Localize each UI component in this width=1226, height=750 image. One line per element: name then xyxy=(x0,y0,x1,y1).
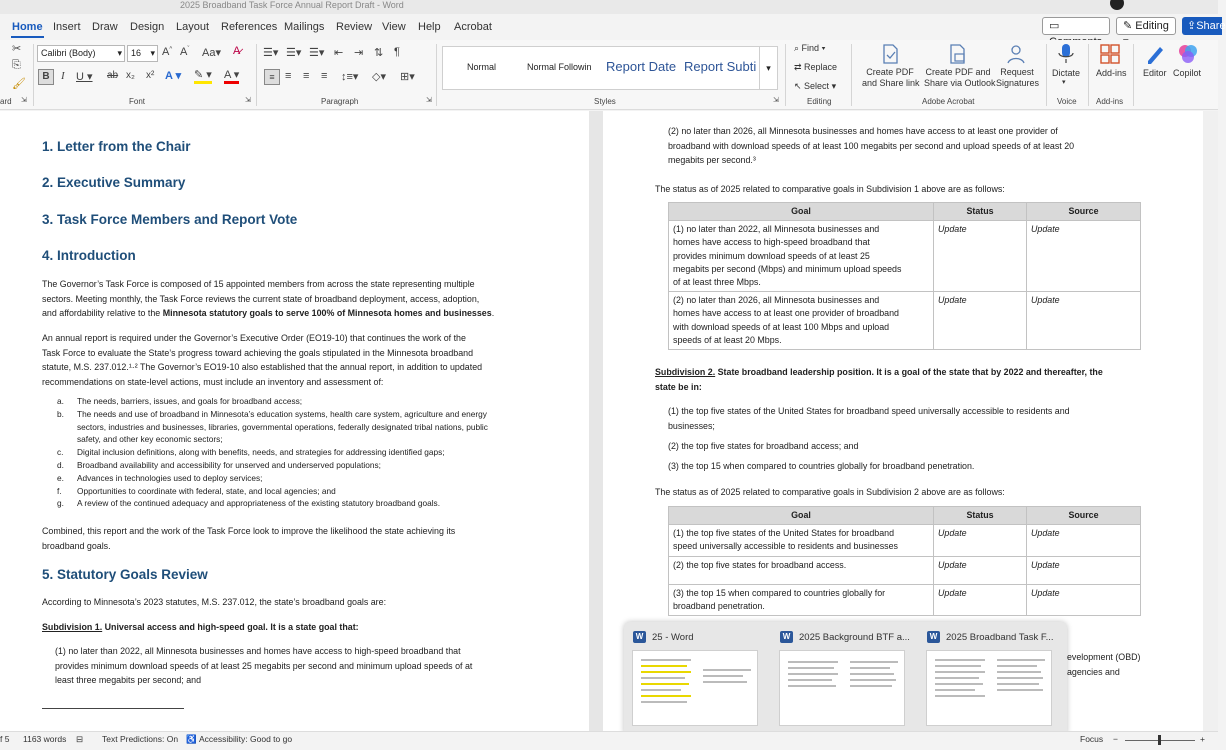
list-text: sectors, industries and businesses, libraries, governmental operations, federally designated tribal nations, public xyxy=(77,421,488,432)
voice-group-label: Voice xyxy=(1057,97,1077,106)
find-label: Find xyxy=(801,43,820,53)
chevron-down-icon: ▾ xyxy=(117,48,122,58)
cell-line: megabits per second (Mbps) and minimum upload speeds xyxy=(673,263,902,274)
taskbar-preview-card[interactable] xyxy=(775,628,915,731)
goal-cell xyxy=(669,221,934,292)
table-row xyxy=(669,584,1141,615)
tab-insert[interactable]: Insert xyxy=(53,21,81,33)
text-line xyxy=(42,306,542,321)
tab-design[interactable]: Design xyxy=(130,21,165,33)
comments-button[interactable] xyxy=(1042,17,1110,35)
source-cell: Update xyxy=(1027,556,1141,584)
shrink-font-icon[interactable]: $A^ˇ$ xyxy=(180,46,190,58)
font-name-combo[interactable] xyxy=(37,45,125,62)
text-line: broadband with download speeds of at least 100 megabits per second and upload speeds of at least 20 xyxy=(668,140,1075,151)
tab-acrobat[interactable]: Acrobat xyxy=(454,21,492,33)
create-pdf-outlook-button[interactable] xyxy=(924,67,996,89)
column-header-status: Status xyxy=(934,507,1027,525)
create-pdf-line2: and Share link xyxy=(862,78,920,88)
align-right-icon[interactable]: ≡ xyxy=(303,70,310,82)
numbering-icon[interactable]: ☰▾ xyxy=(286,47,302,59)
cell-line: speeds of at least 20 Mbps. xyxy=(673,334,782,345)
list-marker: g. xyxy=(57,498,64,509)
status-cell: Update xyxy=(934,584,1027,615)
list-marker: c. xyxy=(57,447,64,458)
list-item xyxy=(57,446,547,459)
request-signatures-button[interactable] xyxy=(996,67,1038,89)
cell-line: (2) no later than 2026, all Minnesota businesses and xyxy=(673,295,880,306)
goal-cell xyxy=(669,292,934,350)
paragraph-intro-1 xyxy=(42,277,542,321)
text-line: Combined, this report and the work of the Task Force look to improve the likelihood the state achieving its xyxy=(42,526,456,536)
cell-line: with download speeds of at least 100 Mbps and upload xyxy=(673,321,890,332)
text-line: Task Force to evaluate the State’s progress toward achieving the goals stipulated in the Minnesota broadband xyxy=(42,347,474,358)
dialog-launcher-icon[interactable]: ⇲ xyxy=(21,97,27,104)
document-page-left[interactable] xyxy=(0,111,589,731)
goals-table-2 xyxy=(668,506,1141,616)
text-predictions[interactable]: Text Predictions: On xyxy=(102,734,179,744)
list-text: Broadband availability and accessibility for unserved and underserved populations; xyxy=(77,459,381,470)
page-indicator[interactable]: f 5 xyxy=(0,734,10,744)
font-group-label: Font xyxy=(129,97,146,106)
cell-line: (3) the top 15 when compared to countries globally for xyxy=(673,587,886,598)
list-inventory xyxy=(57,395,547,510)
replace-icon: ⇄ xyxy=(794,62,805,72)
create-pdf-line1: Create PDF xyxy=(866,67,914,77)
status-bar xyxy=(0,731,1218,750)
cell-line: (1) no later than 2022, all Minnesota businesses and xyxy=(673,224,880,235)
focus-button[interactable]: Focus xyxy=(1080,734,1104,744)
font-color-icon[interactable]: A ▾ xyxy=(224,69,239,84)
preview-thumbnail xyxy=(926,650,1052,726)
status-subdivision-2: The status as of 2025 related to comparative goals in Subdivision 2 above are as follows: xyxy=(655,487,1005,497)
dialog-launcher-icon[interactable]: ⇲ xyxy=(773,97,779,104)
tab-draw[interactable]: Draw xyxy=(92,21,118,33)
font-size-value: 16 xyxy=(131,48,142,58)
addins-icon[interactable] xyxy=(1099,43,1121,65)
status-subdivision-1: The status as of 2025 related to comparative goals in Subdivision 1 above are as follows: xyxy=(655,184,1005,194)
heading-introduction: 4. Introduction xyxy=(42,248,136,263)
heading-task-force-members: 3. Task Force Members and Report Vote xyxy=(42,212,298,227)
vertical-scrollbar[interactable] xyxy=(1203,111,1218,731)
subdivision-2-item-3: (3) the top 15 when compared to countries globally for broadband penetration. xyxy=(668,461,975,471)
copilot-icon[interactable] xyxy=(1177,43,1199,65)
title-bar xyxy=(0,0,1218,14)
text-line: An annual report is required under the Governor’s Executive Order (EO19-10) that continues the work of the xyxy=(42,333,466,343)
find-button[interactable]: ⌕ Find ▾ xyxy=(794,43,826,53)
text-line xyxy=(655,365,1155,380)
list-item xyxy=(57,472,547,485)
source-cell: Update xyxy=(1027,584,1141,615)
zoom-slider-thumb[interactable] xyxy=(1158,735,1161,745)
zoom-in-icon[interactable]: + xyxy=(1200,734,1205,744)
word-count[interactable]: 1163 words xyxy=(23,734,67,744)
cell-line: (2) the top five states for broadband access. xyxy=(673,559,847,570)
list-item xyxy=(57,395,547,408)
list-text: The needs and use of broadband in Minnesota’s education systems, health care system, agriculture and energy xyxy=(77,408,487,419)
window-title: 2025 Broadband Task Force Annual Report Draft - Word xyxy=(180,0,404,10)
justify-icon[interactable]: ≡ xyxy=(321,70,328,82)
list-item xyxy=(57,485,547,498)
list-text: safety, and other key economic sectors; xyxy=(77,434,223,445)
source-cell: Update xyxy=(1027,221,1141,292)
partially-hidden-text xyxy=(1067,650,1197,679)
preview-title: 25 - Word xyxy=(652,632,694,643)
text-line: least three megabits per second; and xyxy=(55,675,202,685)
list-text: The needs, barriers, issues, and goals for broadband access; xyxy=(77,396,303,406)
list-marker: d. xyxy=(57,459,64,470)
text-effects-icon[interactable]: A ▾ xyxy=(165,70,182,82)
create-pdf-icon[interactable] xyxy=(879,43,901,65)
styles-more-icon[interactable]: ▾ xyxy=(759,47,777,89)
page-gutter xyxy=(589,111,603,731)
strikethrough-icon[interactable]: ab xyxy=(107,70,119,81)
text-line: statute, M.S. 237.012.¹·² The Governor’s EO19-10 also established that the annual report, in addition to updated xyxy=(42,362,483,372)
text-line: (2) no later than 2026, all Minnesota businesses and homes have access to at least one provider of xyxy=(668,126,1058,136)
heading-executive-summary: 2. Executive Summary xyxy=(42,175,186,190)
status-cell: Update xyxy=(934,525,1027,556)
statute-line: According to Minnesota’s 2023 statutes, M.S. 237.012, the state’s broadband goals are: xyxy=(42,597,387,607)
column-header-source: Source xyxy=(1027,507,1141,525)
subdivision-1-label: Subdivision 1. xyxy=(42,622,103,632)
list-item-continued xyxy=(77,421,547,434)
text-line: broadband goals. xyxy=(42,540,111,551)
column-header-goal: Goal xyxy=(669,203,934,221)
list-item xyxy=(57,497,547,510)
paragraph-group-label: Paragraph xyxy=(321,97,359,106)
highlight-icon[interactable]: ✎ ▾ xyxy=(194,69,212,84)
replace-label: Replace xyxy=(804,62,838,72)
text-line: megabits per second.³ xyxy=(668,155,756,165)
underline-icon[interactable]: U ▾ xyxy=(76,71,93,83)
style-normal[interactable]: Normal xyxy=(467,62,497,72)
cell-line: homes have access to high-speed broadband that xyxy=(673,237,870,248)
editing-mode-button[interactable] xyxy=(1116,17,1176,35)
column-header-status: Status xyxy=(934,203,1027,221)
cell-line: homes have access to at least one provider of broadband xyxy=(673,308,899,319)
sort-icon[interactable]: ⇅ xyxy=(374,47,384,59)
format-painter-icon[interactable]: 🖌 xyxy=(12,78,26,90)
italic-icon[interactable]: I xyxy=(61,70,65,82)
increase-indent-icon[interactable]: ⇥ xyxy=(354,47,364,59)
table-header-row xyxy=(669,203,1141,221)
create-pdf-outlook-icon[interactable] xyxy=(946,43,968,65)
clear-formatting-icon[interactable]: A̷ xyxy=(233,45,241,57)
request-signatures-icon[interactable] xyxy=(1005,43,1027,65)
zoom-out-icon[interactable]: − xyxy=(1113,734,1118,744)
text-line: sectors. Meeting monthly, the Task Force reviews the current state of broadband deployment, access, adoption, xyxy=(42,293,480,304)
show-marks-icon[interactable]: ¶ xyxy=(394,46,400,58)
share-button[interactable] xyxy=(1182,17,1226,35)
avatar[interactable] xyxy=(1110,0,1124,10)
copilot-button[interactable]: Copilot xyxy=(1173,68,1202,78)
tab-view[interactable]: View xyxy=(382,21,406,33)
cell-line: broadband penetration. xyxy=(673,600,765,611)
status-cell: Update xyxy=(934,221,1027,292)
request-sig-line2: Signatures xyxy=(996,78,1040,88)
goals-table-1 xyxy=(668,202,1141,350)
align-left-icon[interactable]: ≡ xyxy=(264,69,280,85)
cell-line: provides minimum download speeds of at least 25 xyxy=(673,250,870,261)
goal-cell xyxy=(669,556,934,584)
copy-icon[interactable]: ⎘ xyxy=(12,59,21,71)
subdivision-2-item-2: (2) the top five states for broadband access; and xyxy=(668,441,859,451)
create-pdf-outlook-line1: Create PDF and xyxy=(925,67,991,77)
pencil-icon: ✎ xyxy=(1123,20,1136,32)
list-text: Opportunities to coordinate with federal, state, and local agencies; and xyxy=(77,485,336,496)
paragraph-combined xyxy=(42,524,542,553)
decrease-indent-icon[interactable]: ⇤ xyxy=(334,47,344,59)
text-line: recommendations on state-level actions, must include an inventory and assessment of: xyxy=(42,376,384,387)
clipboard-group-label: ard xyxy=(0,97,12,106)
goal-cell xyxy=(669,584,934,615)
share-icon: ⇪ xyxy=(1187,20,1197,32)
font-size-combo[interactable] xyxy=(127,45,158,62)
list-item-continued xyxy=(77,433,547,446)
accessibility-icon: ♿ xyxy=(186,734,197,744)
editing-group-label: Editing xyxy=(807,97,832,106)
bold-icon[interactable]: B xyxy=(38,69,54,85)
goal-1-paragraph xyxy=(55,644,545,688)
preview-thumbnail xyxy=(632,650,758,726)
word-icon: W xyxy=(780,631,793,643)
tab-help[interactable]: Help xyxy=(418,21,441,33)
editor-button[interactable]: Editor xyxy=(1143,68,1167,78)
status-cell: Update xyxy=(934,292,1027,350)
list-item xyxy=(57,459,547,472)
subdivision-2-label: Subdivision 2. xyxy=(655,367,716,377)
select-button[interactable]: ↖ Select ▾ xyxy=(794,81,837,91)
text-line: state be in: xyxy=(655,381,702,392)
subdivision-2 xyxy=(655,365,1155,394)
text-line: The Governor’s Task Force is composed of 15 appointed members from across the state representing multiple xyxy=(42,279,475,289)
text-line: agencies and xyxy=(1067,666,1120,677)
word-icon: W xyxy=(927,631,940,643)
table-row xyxy=(669,525,1141,556)
dialog-launcher-icon[interactable]: ⇲ xyxy=(245,97,251,104)
superscript-icon[interactable]: x² xyxy=(146,70,155,81)
text-line: (1) the top five states of the United States for broadband speed universally accessible to residents and xyxy=(668,406,1070,416)
table-header-row xyxy=(669,507,1141,525)
list-marker: a. xyxy=(57,396,64,406)
taskbar-preview-popup xyxy=(624,622,1067,737)
text-run: . xyxy=(491,308,495,318)
footnote-separator xyxy=(42,708,184,709)
list-marker: b. xyxy=(57,408,64,419)
heading-statutory-goals: 5. Statutory Goals Review xyxy=(42,567,208,582)
goal-cell xyxy=(669,525,934,556)
list-text: A review of the continued adequacy and appropriateness of the existing statutory broadband goals. xyxy=(77,498,441,509)
tab-references[interactable]: References xyxy=(221,21,278,33)
tab-home[interactable]: Home xyxy=(12,21,43,33)
heading-letter-from-chair: 1. Letter from the Chair xyxy=(42,139,191,154)
tab-layout[interactable]: Layout xyxy=(176,21,210,33)
column-header-goal: Goal xyxy=(669,507,934,525)
subdivision-2-text: State broadband leadership position. It is a goal of the state that by 2022 and thereafter, the xyxy=(715,367,1103,377)
text-run: and affordability relative to the xyxy=(42,308,163,318)
dialog-launcher-icon[interactable]: ⇲ xyxy=(426,97,432,104)
line-spacing-icon[interactable]: ↕≡▾ xyxy=(341,71,359,83)
dictate-button[interactable]: Dictate xyxy=(1052,68,1081,78)
list-marker: f. xyxy=(57,485,62,496)
cell-line: speed universally accessible to residents and businesses xyxy=(673,541,898,552)
select-label: Select xyxy=(804,81,830,91)
ribbon-tabs xyxy=(0,14,1226,40)
editor-icon[interactable] xyxy=(1144,43,1166,65)
cursor-icon: ↖ xyxy=(794,81,805,91)
subdivision-2-item-1 xyxy=(668,404,1158,433)
accessibility-status[interactable]: Accessibility: Good to go xyxy=(199,734,293,744)
list-text: Advances in technologies used to deploy services; xyxy=(77,472,263,483)
addins-button[interactable]: Add-ins xyxy=(1096,68,1127,78)
tab-review[interactable]: Review xyxy=(336,21,373,33)
bold-text: Minnesota statutory goals to serve 100% of Minnesota homes and businesses xyxy=(162,308,492,318)
table-row xyxy=(669,556,1141,584)
shading-icon[interactable]: ◇▾ xyxy=(372,71,386,83)
list-text: Digital inclusion definitions, along with benefits, needs, and strategies for addressing identified gaps; xyxy=(77,447,445,458)
proofing-icon[interactable]: ⊟ xyxy=(76,734,84,744)
styles-gallery xyxy=(442,46,778,90)
comment-icon: ▭ xyxy=(1049,20,1060,32)
list-item xyxy=(57,408,547,421)
text-line: evelopment (OBD) xyxy=(1067,652,1141,662)
subdivision-1-text: Universal access and high-speed goal. It is a state goal that: xyxy=(102,622,359,632)
source-cell: Update xyxy=(1027,292,1141,350)
taskbar-preview-card[interactable] xyxy=(628,628,768,731)
chevron-down-icon[interactable]: ▾ xyxy=(1062,79,1066,86)
subdivision-1 xyxy=(42,620,542,635)
create-pdf-button[interactable] xyxy=(862,67,918,89)
cell-line: of at least three Mbps. xyxy=(673,277,761,288)
tab-mailings[interactable]: Mailings xyxy=(284,21,325,33)
preview-title: 2025 Background BTF a... xyxy=(799,632,910,643)
subscript-icon[interactable]: x₂ xyxy=(126,70,135,81)
list-marker: e. xyxy=(57,472,64,483)
goal-2-paragraph xyxy=(668,124,1148,168)
word-icon: W xyxy=(633,631,646,643)
taskbar-preview-card[interactable] xyxy=(922,628,1062,731)
text-line: provides minimum download speeds of at least 25 megabits per second and minimum upload speeds of at xyxy=(55,660,473,671)
bullets-icon[interactable]: ☰▾ xyxy=(263,47,279,59)
ribbon xyxy=(0,40,1218,110)
styles-group-label: Styles xyxy=(594,97,616,106)
replace-button[interactable] xyxy=(794,62,837,73)
borders-icon[interactable]: ⊞▾ xyxy=(400,71,415,83)
align-center-icon[interactable]: ≡ xyxy=(285,70,292,82)
style-report-date[interactable]: Report Date xyxy=(606,59,677,74)
table-row xyxy=(669,221,1141,292)
request-sig-line1: Request xyxy=(1000,67,1034,77)
text-line: (1) no later than 2022, all Minnesota businesses and homes have access to high-speed broadband that xyxy=(55,646,461,656)
share-label: Share xyxy=(1196,20,1226,32)
preview-title: 2025 Broadband Task F... xyxy=(946,632,1054,643)
text-line: businesses; xyxy=(668,420,715,431)
chevron-down-icon: ▾ xyxy=(150,48,155,58)
style-report-subtitle[interactable]: Report Subti xyxy=(684,59,757,74)
create-pdf-outlook-line2: Share via Outlook xyxy=(924,78,996,88)
source-cell: Update xyxy=(1027,525,1141,556)
addins-group-label: Add-ins xyxy=(1096,97,1124,106)
table-row xyxy=(669,292,1141,350)
change-case-icon[interactable]: Aa▾ xyxy=(202,47,221,59)
paragraph-intro-2 xyxy=(42,331,542,389)
column-header-source: Source xyxy=(1027,203,1141,221)
editing-label: Editing xyxy=(1135,20,1169,32)
preview-thumbnail xyxy=(779,650,905,726)
grow-font-icon[interactable]: A^ xyxy=(162,46,173,58)
multilevel-list-icon[interactable]: ☰▾ xyxy=(309,47,325,59)
cell-line: (1) the top five states of the United States for broadband xyxy=(673,528,895,539)
cut-icon[interactable]: ✂ xyxy=(12,43,22,55)
style-normal-following[interactable]: Normal Followin xyxy=(527,62,592,72)
acrobat-group-label: Adobe Acrobat xyxy=(922,97,975,106)
search-icon: ⌕ xyxy=(794,43,802,53)
font-name-value: Calibri (Body) xyxy=(41,48,96,58)
microphone-icon[interactable] xyxy=(1055,43,1077,65)
status-cell: Update xyxy=(934,556,1027,584)
